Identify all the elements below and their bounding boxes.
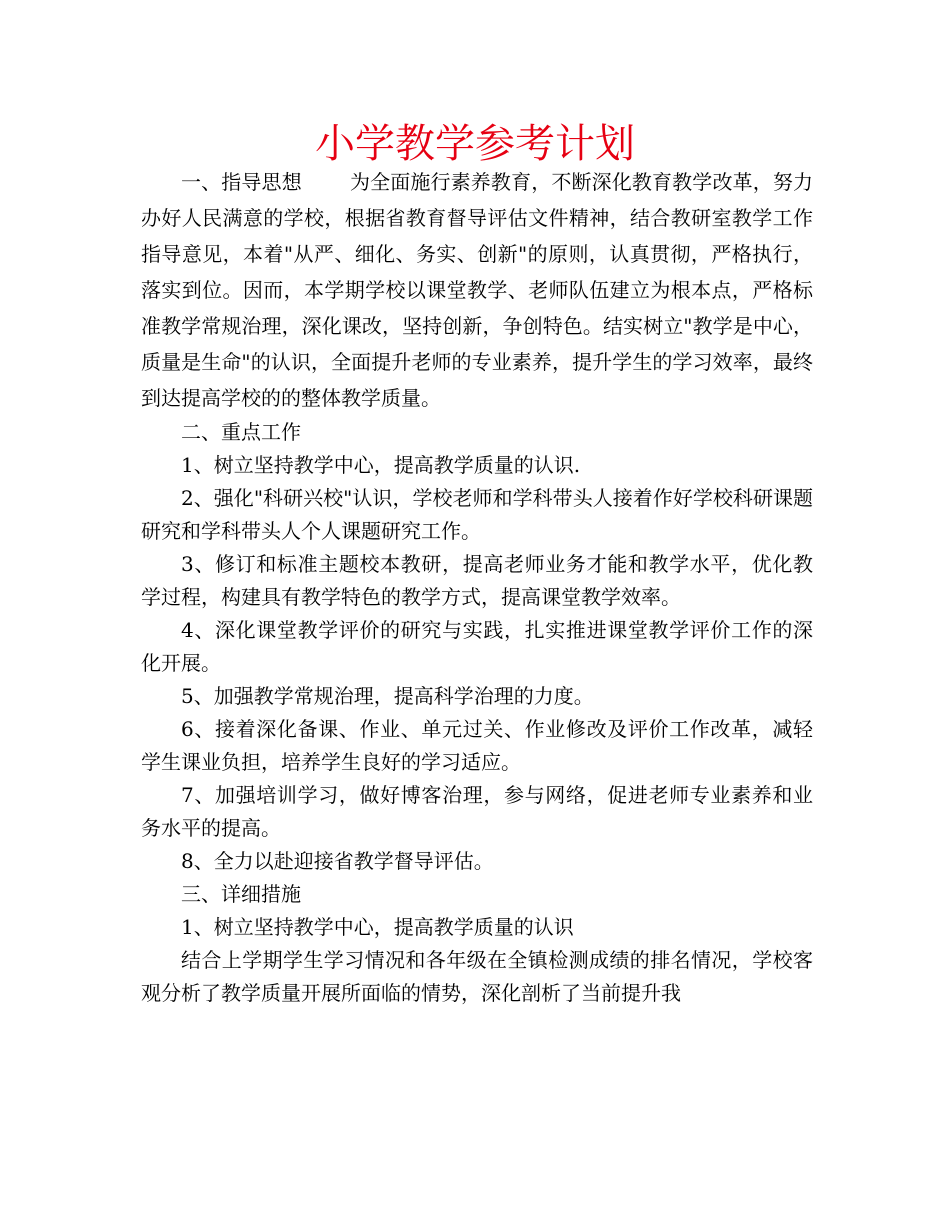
section-1-heading: 一、指导思想 [181,170,302,194]
section-3-item-1: 1、树立坚持教学中心，提高教学质量的认识 [181,915,574,939]
list-item: 7、加强培训学习，做好博客治理，参与网络，促进老师专业素养和业务水平的提高。 [141,783,813,840]
list-item: 8、全力以赴迎接省教学督导评估。 [181,849,494,873]
list-item: 1、树立坚持教学中心，提高教学质量的认识. [181,453,581,477]
document-title: 小学教学参考计划 [315,121,635,167]
section-1-text: 为全面施行素养教育，不断深化教育教学改革，努力办好人民满意的学校，根据省教育督导评估文件精神，结合教研室教学工作指导意见，本着"从严、细化、务实、创新"的原则，认真贯彻，严格执行，落实到位。因而，本学期学校以课堂教学、老师队伍建立为根本点，严格标准教学常规治理，深化课改，坚持创新，争创特色。结实树立"教学是中心，质量是生命"的认识，全面提升老师的专业素养，提升学生的学习效率，最终到达提高学校的的整体教学质量。 [141,170,814,410]
section-3-paragraph: 结合上学期学生学习情况和各年级在全镇检测成绩的排名情况，学校客观分析了教学质量开展所面临的情势，深化剖析了当前提升我 [141,948,813,1005]
document-body [141,164,813,1010]
section-1-paragraph [141,164,813,416]
list-item: 6、接着深化备课、作业、单元过关、作业修改及评价工作改革，减轻学生课业负担，培养学生良好的学习适应。 [141,717,813,774]
list-item: 4、深化课堂教学评价的研究与实践，扎实推进课堂教学评价工作的深化开展。 [141,618,813,675]
list-item: 5、加强教学常规治理，提高科学治理的力度。 [181,684,594,708]
list-item: 2、强化"科研兴校"认识，学校老师和学科带头人接着作好学校科研课题研究和学科带头人个人课题研究工作。 [141,486,813,543]
list-item: 3、修订和标准主题校本教研，提高老师业务才能和教学水平，优化教学过程，构建具有教学特色的教学方式，提高课堂教学效率。 [141,552,813,609]
section-2-heading: 二、重点工作 [181,420,301,444]
section-3-heading: 三、详细措施 [181,882,301,906]
